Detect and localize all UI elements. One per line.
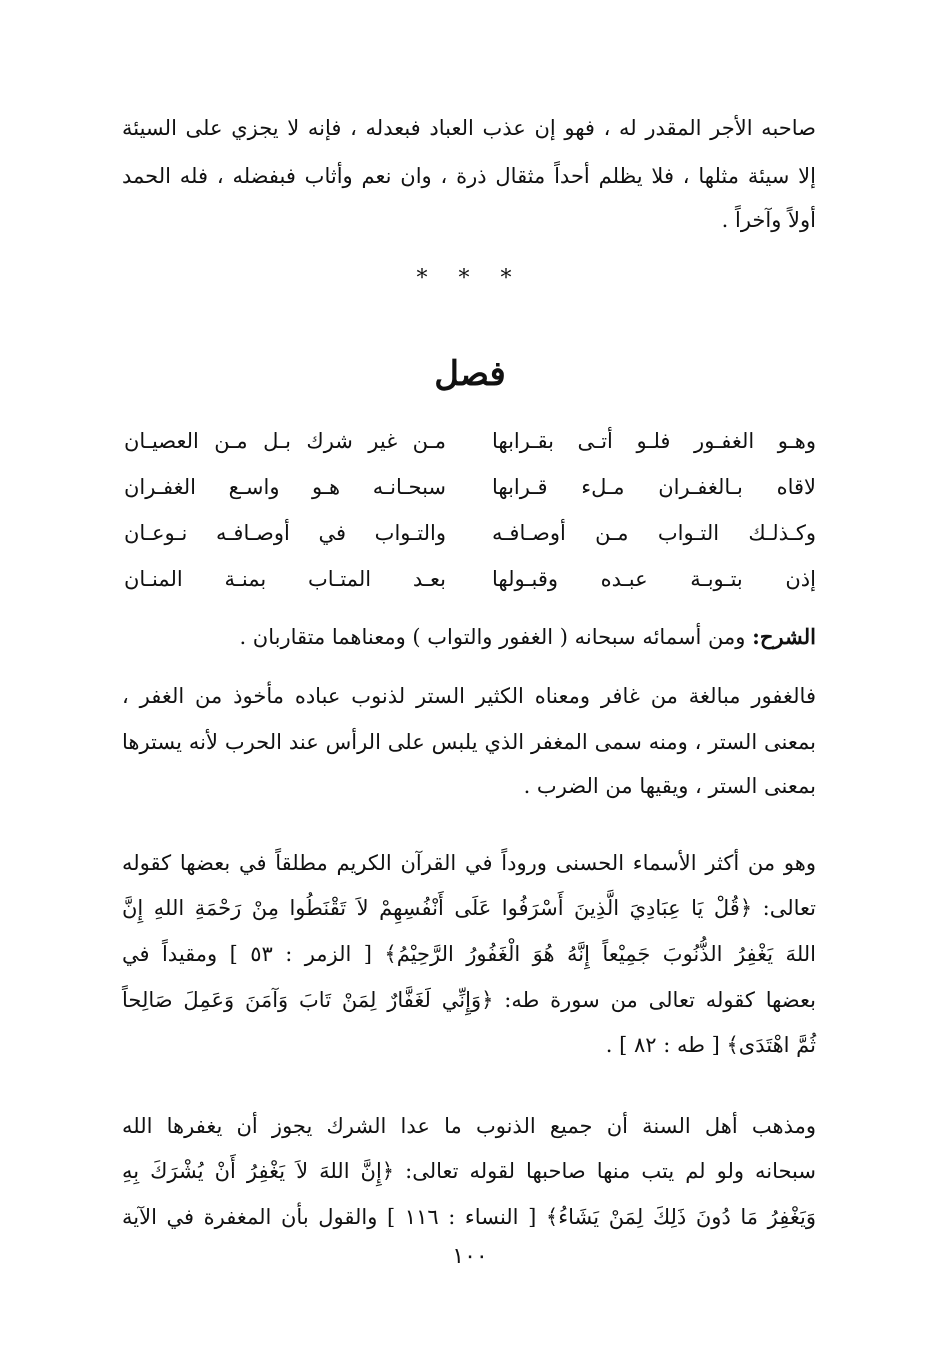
poem-verse-first-half: لاقاه بـالغفـران مـلء قـرابها: [492, 475, 816, 499]
paragraph-line: فالغفور مبالغة من غافر ومعناه الكثير الستر لذنوب عباده مأخوذ من الغفر ،: [122, 684, 816, 708]
paragraph-line: أولاً وآخراً .: [721, 208, 816, 232]
poem-verse-second-half: سبحـانـه هـو واسـع الغفـران: [124, 475, 446, 499]
paragraph-line: إلا سيئة مثلها ، فلا يظلم أحداً مثقال ذرة ، وان نعم وأثاب فبفضله ، فله الحمد: [122, 164, 816, 188]
paragraph-line: وهو من أكثر الأسماء الحسنى وروداً في القرآن الكريم مطلقاً في بعضها كقوله: [122, 851, 816, 875]
commentary-label: الشرح:: [752, 624, 816, 649]
paragraph-line: سبحانه ولو لم يتب منها صاحبها لقوله تعالى: ﴿إِنَّ اللهَ لاَ يَغْفِرُ أَنْ يُشْرَكَ بِهِ: [122, 1159, 816, 1183]
section-heading: فصل: [434, 354, 506, 394]
poem-verse-first-half: إذن بتـوبـة عبـده وقبـولها: [492, 567, 816, 591]
commentary-line: [122, 622, 816, 652]
paragraph-line: بمعنى الستر ، ويقيها من الضرب .: [523, 774, 816, 798]
poem-verse-first-half: وهـو الغفـور فلـو أتـى بقـرابها: [492, 429, 816, 453]
paragraph-line: تعالى: ﴿قُلْ يَا عِبَادِيَ الَّذِينَ أَسْرَفُوا عَلَى أَنْفُسِهِمْ لاَ تَقْنَطُوا مِنْ رَحْمَةِ اللهِ إِنَّ: [122, 896, 816, 920]
paragraph-line: وَيَغْفِرُ مَا دُونَ ذَلِكَ لِمَنْ يَشَاءُ﴾ [ النساء : ١١٦ ] والقول بأن المغفرة في الآية: [122, 1205, 816, 1229]
poem-verse-first-half: وكـذلـك التـواب مـن أوصـافـه: [492, 521, 816, 545]
paragraph-line: بمعنى الستر ، ومنه سمى المغفر الذي يلبس على الرأس عند الحرب لأنه يسترها: [122, 730, 816, 754]
paragraph-line: صاحبه الأجر المقدر له ، فهو إن عذب العباد فبعدله ، فإنه لا يجزي على السيئة: [122, 116, 816, 140]
page-number: ١٠٠: [452, 1244, 488, 1269]
commentary-text: ومن أسمائه سبحانه ( الغفور والتواب ) ومعناهما متقاربان .: [239, 625, 753, 649]
paragraph-line: ومذهب أهل السنة أن جميع الذنوب ما عدا الشرك يجوز أن يغفرها الله: [122, 1114, 816, 1138]
poem-verse-second-half: مـن غير شرك بـل مـن العصيـان: [124, 429, 446, 453]
paragraph-line: بعضها كقوله تعالى من سورة طه: ﴿وَإِنِّي لَغَفَّارٌ لِمَنْ تَابَ وَآمَنَ وَعَمِلَ صَالِحاً: [122, 988, 816, 1012]
poem-verse-second-half: بعـد المتـاب بمنـة المنـان: [124, 567, 446, 591]
section-separator: * * *: [416, 266, 524, 291]
poem-verse-second-half: والتـواب في أوصـافـه نـوعـان: [124, 521, 446, 545]
paragraph-line: اللهَ يَغْفِرُ الذُّنُوبَ جَمِيْعاً إِنَّهُ هُوَ الْغَفُورُ الرَّحِيْمُ﴾ [ الزمر : ٥٣ ] ومقيداً في: [122, 942, 817, 966]
paragraph-line: ثُمَّ اهْتَدَى﴾ [ طه : ٨٢ ] .: [605, 1033, 816, 1057]
